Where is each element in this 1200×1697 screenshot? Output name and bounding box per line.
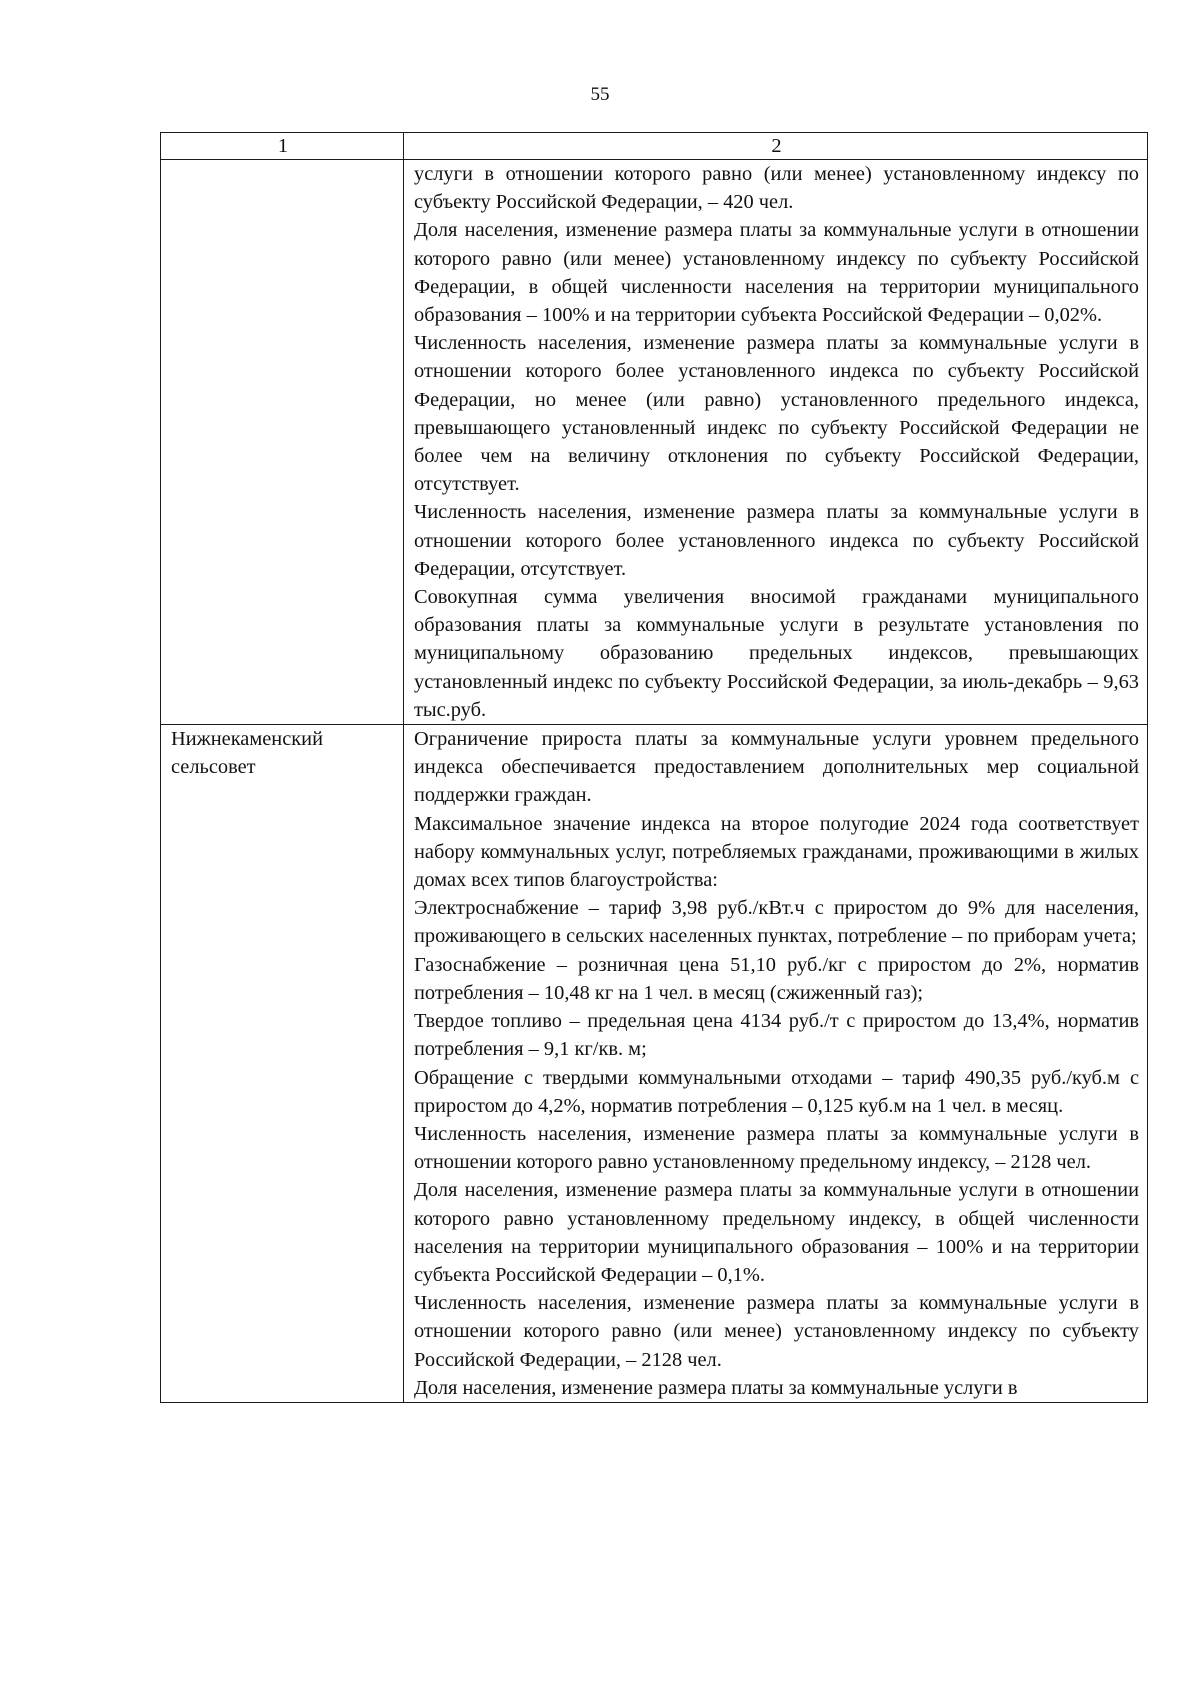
paragraph: Доля населения, изменение размера платы за коммунальные услуги в отношении которого равно (или менее) установленному индексу по субъекту Российской Федерации, в общей численности населения на территории муниципального образования – 100% и на территории субъекта Российской Федерации – 0,02%.	[414, 219, 1139, 327]
paragraph: Совокупная сумма увеличения вносимой гражданами муниципального образования платы за коммунальные услуги в результате установления по муниципальному образованию предельных индексов, превышающих установленный индекс по субъекту Российской Федерации, за июль-декабрь – 9,63 тыс.руб.	[414, 586, 1139, 721]
paragraph: Доля населения, изменение размера платы за коммунальные услуги в отношении которого равно установленному предельному индексу, в общей численности населения на территории муниципального образования – 100% и на территории субъекта Российской Федерации – 0,1%.	[414, 1179, 1139, 1286]
paragraph: Электроснабжение – тариф 3,98 руб./кВт.ч с приростом до 9% для населения, проживающего в сельских населенных пунктах, потребление – по приборам учета;	[414, 897, 1139, 948]
paragraph: услуги в отношении которого равно (или менее) установленному индексу по субъекту Российской Федерации, – 420 чел.	[414, 163, 1139, 214]
description-cell	[404, 160, 1148, 725]
table-row	[161, 160, 1148, 725]
paragraph: Численность населения, изменение размера платы за коммунальные услуги в отношении которого более установленного индекса по субъекту Российской Федерации, отсутствует.	[414, 501, 1139, 580]
document-table	[160, 132, 1148, 1403]
paragraph: Численность населения, изменение размера платы за коммунальные услуги в отношении которого равно (или менее) установленному индексу по субъекту Российской Федерации, – 2128 чел.	[414, 1292, 1139, 1371]
paragraph: Обращение с твердыми коммунальными отходами – тариф 490,35 руб./куб.м с приростом до 4,2%, норматив потребления – 0,125 куб.м на 1 чел. в месяц.	[414, 1066, 1139, 1117]
municipality-cell: Нижнекаменский сельсовет	[161, 725, 404, 1403]
paragraph: Газоснабжение – розничная цена 51,10 руб./кг с приростом до 2%, норматив потребления – 10,48 кг на 1 чел. в месяц (сжиженный газ);	[414, 953, 1139, 1004]
paragraph: Численность населения, изменение размера платы за коммунальные услуги в отношении которого равно установленному предельному индексу, – 2128 чел.	[414, 1122, 1139, 1174]
paragraph: Доля населения, изменение размера платы за коммунальные услуги в	[414, 1376, 1018, 1399]
description-cell	[404, 725, 1148, 1403]
table-row	[161, 725, 1148, 1403]
paragraph: Максимальное значение индекса на второе полугодие 2024 года соответствует набору коммунальных услуг, потребляемых гражданами, проживающими в жилых домах всех типов благоустройства:	[414, 812, 1139, 892]
paragraph: Численность населения, изменение размера платы за коммунальные услуги в отношении которого более установленного индекса по субъекту Российской Федерации, но менее (или равно) установленного предельного индекса, превышающего установленный индекс по субъекту Российской Федерации не более чем на величину отклонения по субъекту Российской Федерации, отсутствует.	[414, 332, 1139, 496]
municipality-cell	[161, 160, 404, 725]
table-header-row	[161, 133, 1148, 160]
table-header-cell-1: 1	[161, 133, 404, 160]
table-header-cell-2: 2	[404, 133, 1148, 160]
paragraph: Твердое топливо – предельная цена 4134 руб./т с приростом до 13,4%, норматив потребления – 9,1 кг/кв. м;	[414, 1010, 1139, 1061]
page-number: 55	[590, 84, 610, 105]
paragraph: Ограничение прироста платы за коммунальные услуги уровнем предельного индекса обеспечивается предоставлением дополнительных мер социальной поддержки граждан.	[414, 728, 1139, 807]
